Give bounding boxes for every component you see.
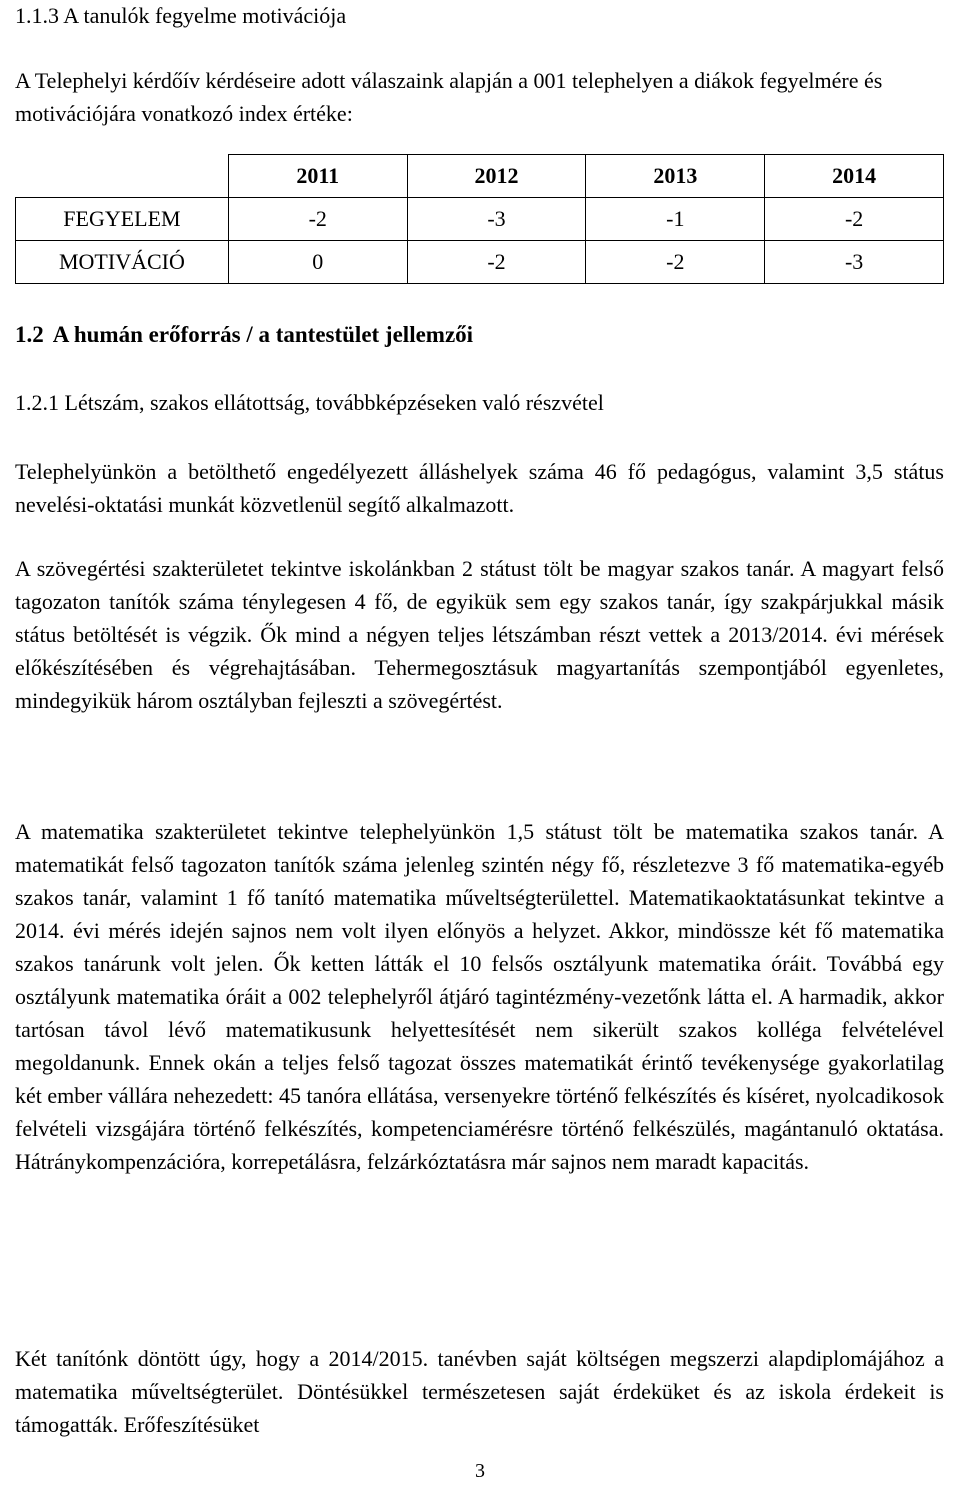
section-number: 1.2 (15, 322, 44, 347)
table-cell: -2 (586, 241, 765, 284)
table-header-row (16, 155, 944, 198)
paragraph: Telephelyünkön a betölthető engedélyezett álláshelyek száma 46 fő pedagógus, valamint 3,5 státus nevelési-oktatási munkát közvetlenül segítő alkalmazott. (15, 459, 944, 517)
paragraph: Két tanítónk döntött úgy, hogy a 2014/2015. tanévben saját költségen megszerzi alapdiplomájához a matematika műveltségterület. Döntésükkel természetesen saját érdeküket és az iskola érdekeit is támogatták. Erőfeszítésüket (15, 1346, 944, 1437)
row-label: MOTIVÁCIÓ (16, 241, 229, 284)
table-cell: -3 (765, 241, 944, 284)
year-header: 2011 (228, 155, 407, 198)
page-number: 3 (475, 1460, 485, 1482)
paragraph: A szövegértési szakterületet tekintve iskolánkban 2 státust tölt be magyar szakos tanár. A magyart felső tagozaton tanítók száma ténylegesen 4 fő, de egyikük sem egy szakos tanár, így szakpárjukkal másik státus betöltését is végzik. Ők mind a négyen teljes létszámban részt vettek a 2013/2014. évi mérések előkészítésében és végrehajtásában. Tehermegosztásuk magyartanítás szempontjából egyenletes, mindegyikük három osztályban fejleszti a szövegértést. (15, 556, 944, 713)
year-header: 2012 (407, 155, 586, 198)
section-title: A humán erőforrás / a tantestület jellemzői (52, 322, 474, 347)
table-corner-cell (16, 155, 229, 198)
index-table (15, 154, 944, 284)
intro-paragraph: A Telephelyi kérdőív kérdéseire adott válaszaink alapján a 001 telephelyen a diákok fegyelmére és motivációjára vonatkozó index értéke: (15, 68, 883, 126)
section-heading-1-2 (15, 322, 473, 348)
table-cell: -2 (407, 241, 586, 284)
table-row (16, 198, 944, 241)
year-header: 2014 (765, 155, 944, 198)
row-label: FEGYELEM (16, 198, 229, 241)
table-row (16, 241, 944, 284)
table-cell: -2 (228, 198, 407, 241)
table-cell: 0 (228, 241, 407, 284)
paragraph: A matematika szakterületet tekintve telephelyünkön 1,5 státust tölt be matematika szakos tanár. A matematikát felső tagozaton tanítók száma jelenleg szintén négy fő, részletezve 3 fő matematika-egyéb szakos tanár, valamint 1 fő tanító matematika műveltségterülettel. Matematikaoktatásunkat tekintve a 2014. évi mérés idején sajnos nem volt ilyen előnyös a helyzet. Akkor, mindössze két fő matematika szakos tanárunk volt jelen. Ők ketten látták el 10 felsős osztályunk matematika óráit. Továbbá egy osztályunk matematika óráit a 002 telephelyről átjáró tagintézmény-vezetőnk látta el. A harmadik, akkor tartósan távol lévő matematikusunk helyettesítését nem sikerült szakos kolléga felvételével megoldanunk. Ennek okán a teljes felső tagozat összes matematikát érintő tevékenysége gyakorlatilag két ember vállára nehezedett: 45 tanóra ellátása, versenyekre történő felkészítés és kíséret, nyolcadikosok felvételi vizsgájára történő felkészítés, kompetenciamérésre történő felkészülés, magántanuló oktatása. Hátránykompenzációra, korrepetálásra, felzárkóztatásra már sajnos nem maradt kapacitás. (15, 819, 944, 1174)
section-heading-1-2-1: 1.2.1 Létszám, szakos ellátottság, továbbképzéseken való részvétel (15, 390, 604, 415)
table-cell: -1 (586, 198, 765, 241)
section-heading-1-1-3: 1.1.3 A tanulók fegyelme motivációja (15, 3, 347, 28)
year-header: 2013 (586, 155, 765, 198)
table-cell: -3 (407, 198, 586, 241)
table-cell: -2 (765, 198, 944, 241)
